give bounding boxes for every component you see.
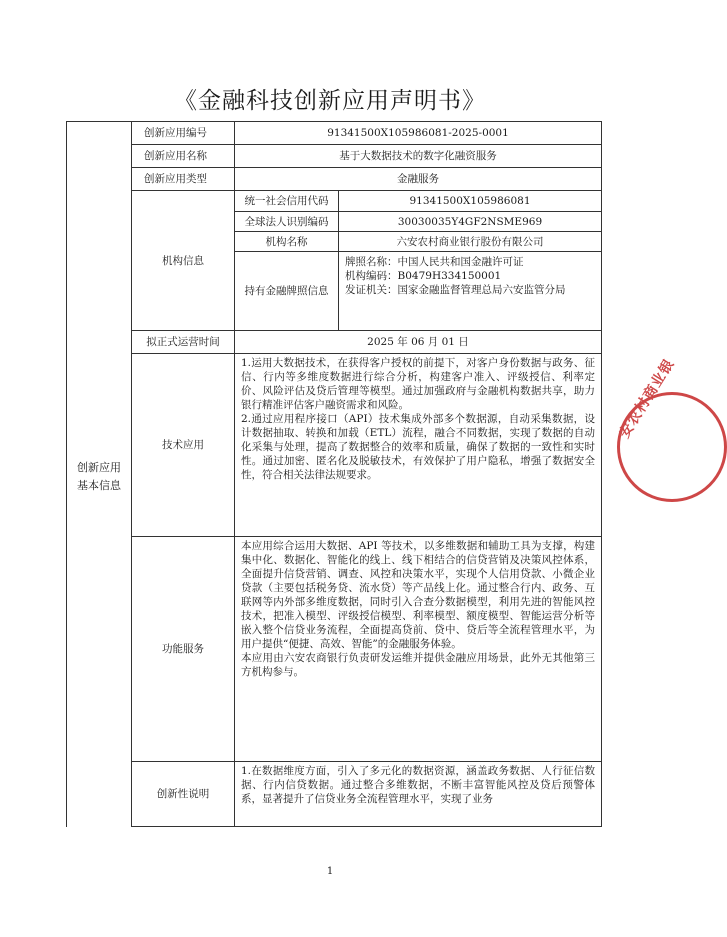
tech-content	[235, 354, 602, 537]
function-paragraph-1: 本应用综合运用大数据、API 等技术，以多维数据和辅助工具为支撑，构建集中化、数据化、智能化的线上、线下相结合的信贷营销及决策风控体系，全面提升信贷营销、调查、风控和决策水平，实现个人信用贷款、小微企业贷款（主要包括税务贷、流水贷）等产品线上化。通过整合行内、政务、互联网等内外部多维度数据，同时引入合查分数据模型，利用先进的智能风控技术，把准入模型、评级授信模型、利率模型、额度模型、智能运营分析等嵌入整个信贷业务流程，全面提高贷前、贷中、贷后等全流程管理水平，为用户提供“便捷、高效、智能”的金融服务体验。	[241, 540, 595, 650]
credit-code-label: 统一社会信用代码	[235, 191, 339, 212]
license-value	[339, 252, 602, 331]
declaration-table	[66, 121, 602, 827]
row-credit-code	[67, 191, 602, 212]
basic-info-group-label	[67, 459, 131, 495]
function-label: 功能服务	[132, 537, 235, 762]
tech-paragraph-1: 1.运用大数据技术，在获得客户授权的前提下，对客户身份数据与政务、征信、行内等多维度数据进行综合分析，构建客户准入、评级授信、利率定价、风险评估及贷后管理等模型。通过加强政府与金融机构数据共享，助力银行精准评估客户融资需求和风险。	[241, 357, 595, 411]
basic-info-group-label-line-2: 基本信息	[77, 479, 121, 492]
app-id-label: 创新应用编号	[132, 122, 235, 145]
row-innovation	[67, 762, 602, 827]
app-id-value: 91341500X105986081-2025-0001	[235, 122, 602, 145]
credit-code-value: 91341500X105986081	[339, 191, 602, 212]
innovation-content	[235, 762, 602, 827]
app-name-label: 创新应用名称	[132, 145, 235, 168]
innovation-paragraph-1: 1.在数据维度方面，引入了多元化的数据资源，涵盖政务数据、人行征信数据、行内信贷数据。通过整合多维数据，不断丰富智能风控及贷后预警体系，显著提升了信贷业务全流程管理水平，实现了业务	[241, 765, 595, 805]
inst-name-value: 六安农村商业银行股份有限公司	[339, 232, 602, 252]
license-line-3: 发证机关：国家金融监督管理总局六安监管分局	[345, 284, 566, 296]
innovation-label: 创新性说明	[132, 762, 235, 827]
license-line-1: 牌照名称：中国人民共和国金融许可证	[345, 256, 524, 268]
row-tech	[67, 354, 602, 537]
license-line-2: 机构编码：B0479H334150001	[345, 270, 502, 282]
app-type-label: 创新应用类型	[132, 168, 235, 191]
row-app-id	[67, 122, 602, 145]
institution-label: 机构信息	[132, 191, 235, 331]
app-type-value: 金融服务	[235, 168, 602, 191]
red-seal-stamp	[616, 356, 727, 502]
function-content	[235, 537, 602, 762]
row-launch-time	[67, 331, 602, 354]
page-title: 《金融科技创新应用声明书》	[174, 88, 486, 114]
row-app-name	[67, 145, 602, 168]
tech-paragraph-2: 2.通过应用程序接口（API）技术集成外部多个数据源，自动采集数据，设计数据抽取、转换和加载（ETL）流程，融合不同数据，实现了数据的自动化采集与处理，提高了数据整合的效率和质量，确保了数据的一致性和实时性。通过加密、匿名化及脱敏技术，有效保护了用户隐私，增强了数据安全性，符合相关法律法规要求。	[241, 413, 595, 481]
basic-info-group-label-line-1: 创新应用	[77, 461, 121, 474]
launch-time-value: 2025 年 06 月 01 日	[235, 331, 602, 354]
row-app-type	[67, 168, 602, 191]
function-paragraph-2: 本应用由六安农商银行负责研发运维并提供金融应用场景，此外无其他第三方机构参与。	[241, 652, 595, 678]
tech-label: 技术应用	[132, 354, 235, 537]
inst-name-label: 机构名称	[235, 232, 339, 252]
lei-value: 30030035Y4GF2NSME969	[339, 212, 602, 232]
launch-time-label: 拟正式运营时间	[132, 331, 235, 354]
lei-label: 全球法人识别编码	[235, 212, 339, 232]
app-name-value: 基于大数据技术的数字化融资服务	[235, 145, 602, 168]
row-function	[67, 537, 602, 762]
page-number: 1	[326, 866, 334, 877]
license-label: 持有金融牌照信息	[235, 252, 339, 331]
seal-text: 安农村商业银	[616, 356, 678, 442]
